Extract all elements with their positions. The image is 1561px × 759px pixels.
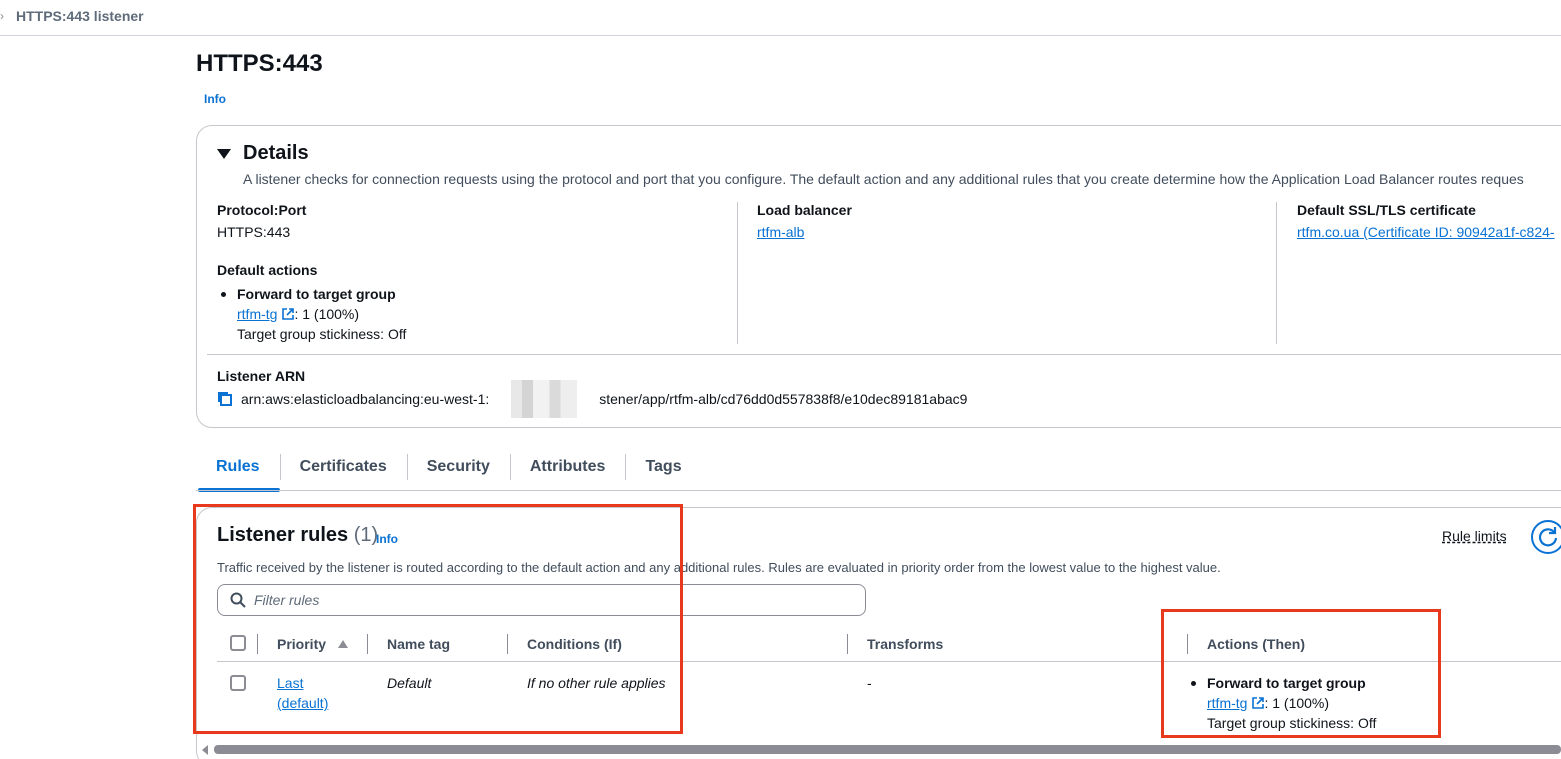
column-separator	[847, 634, 848, 654]
load-balancer-label: Load balancer	[757, 202, 852, 218]
rules-info-link[interactable]: Info	[376, 532, 398, 546]
scroll-left-arrow-icon[interactable]	[202, 745, 208, 755]
tab-bar	[196, 450, 702, 490]
tab-certificates[interactable]: Certificates	[280, 450, 407, 490]
chevron-right-icon: ›	[0, 9, 4, 23]
sort-ascending-icon	[338, 640, 348, 648]
redacted-account-id	[489, 380, 599, 418]
search-icon	[230, 592, 246, 608]
protocol-port-label: Protocol:Port	[217, 202, 307, 218]
priority-default-link[interactable]: (default)	[277, 695, 329, 711]
details-panel	[196, 125, 1561, 428]
default-action-type: Forward to target group	[237, 286, 396, 302]
table-row-conditions: If no other rule applies	[527, 675, 666, 691]
tab-attributes[interactable]: Attributes	[510, 450, 626, 490]
protocol-port-value: HTTPS:443	[217, 224, 291, 240]
refresh-button[interactable]	[1531, 520, 1561, 554]
rules-count: (1)	[353, 524, 379, 546]
column-separator	[257, 634, 258, 654]
column-divider	[737, 202, 738, 344]
listener-arn-suffix: stener/app/rtfm-alb/cd76dd0d557838f8/e10dec89181abac9	[599, 391, 968, 407]
stickiness-text: Target group stickiness: Off	[237, 326, 407, 342]
column-header-transforms: Transforms	[867, 636, 944, 652]
certificate-column	[1297, 202, 1561, 240]
rule-stickiness-text: Target group stickiness: Off	[1207, 715, 1377, 731]
external-link-icon	[1252, 697, 1264, 709]
load-balancer-column	[757, 202, 1277, 240]
rule-target-weight: : 1 (100%)	[1264, 695, 1330, 711]
protocol-port-column	[217, 202, 737, 344]
details-description: A listener checks for connection requests using the protocol and port that you configure. The default action and any additional rules that you create determine how the Application Load Balancer routes reques	[243, 171, 1524, 187]
table-row-transforms: -	[867, 675, 872, 691]
column-header-actions: Actions (Then)	[1207, 636, 1305, 652]
certificate-link[interactable]: rtfm.co.ua (Certificate ID: 90942a1f-c824-	[1297, 224, 1555, 240]
scrollbar-thumb[interactable]	[214, 745, 1561, 754]
rule-action-type: Forward to target group	[1207, 675, 1366, 691]
filter-rules-field[interactable]	[217, 584, 866, 616]
filter-rules-input[interactable]	[254, 592, 814, 608]
external-link-icon	[282, 308, 294, 320]
listener-arn	[217, 368, 967, 408]
target-group-weight: : 1 (100%)	[294, 306, 360, 322]
listener-rules-title	[217, 524, 378, 547]
divider	[207, 354, 1561, 355]
select-all-checkbox[interactable]	[230, 635, 246, 651]
rule-target-group-link[interactable]: rtfm-tg	[1207, 695, 1248, 711]
details-toggle[interactable]	[217, 142, 309, 165]
row-checkbox[interactable]	[230, 675, 246, 691]
certificate-label: Default SSL/TLS certificate	[1297, 202, 1476, 218]
default-action-item	[217, 284, 737, 344]
tab-security[interactable]: Security	[407, 450, 510, 490]
priority-header-label: Priority	[277, 636, 327, 652]
column-header-conditions: Conditions (If)	[527, 636, 622, 652]
column-header-priority[interactable]	[277, 636, 348, 652]
table-row-priority	[277, 673, 328, 713]
page-info-link[interactable]: Info	[204, 92, 226, 106]
table-row-actions	[1187, 673, 1376, 733]
copy-icon[interactable]	[217, 391, 233, 407]
priority-link[interactable]: Last	[277, 675, 304, 691]
tabs-divider	[196, 490, 1561, 491]
breadcrumb-current: HTTPS:443 listener	[16, 8, 144, 24]
target-group-link[interactable]: rtfm-tg	[237, 306, 278, 322]
load-balancer-link[interactable]: rtfm-alb	[757, 224, 805, 240]
listener-arn-label: Listener ARN	[217, 368, 306, 384]
listener-arn-prefix: arn:aws:elasticloadbalancing:eu-west-1:	[241, 391, 490, 407]
table-row-name-tag: Default	[387, 675, 432, 691]
page-title: HTTPS:443	[196, 50, 323, 77]
horizontal-scrollbar[interactable]	[200, 743, 1561, 757]
column-separator	[367, 634, 368, 654]
rule-limits-link[interactable]: Rule limits	[1442, 528, 1507, 544]
details-title: Details	[243, 142, 309, 164]
breadcrumb	[0, 0, 1561, 36]
default-actions-label: Default actions	[217, 262, 318, 278]
listener-rules-panel	[196, 507, 1561, 759]
column-header-name-tag: Name tag	[387, 636, 451, 652]
rules-description: Traffic received by the listener is routed according to the default action and any additional rules. Rules are evaluated in priority order from the lowest value to the highest value.	[217, 560, 1221, 575]
column-divider	[1276, 202, 1277, 344]
table-header-divider	[217, 661, 1561, 662]
refresh-icon	[1533, 522, 1561, 552]
listener-rules-heading: Listener rules	[217, 524, 349, 546]
tab-rules[interactable]: Rules	[196, 450, 280, 490]
tab-tags[interactable]: Tags	[625, 450, 701, 490]
caret-down-icon	[217, 149, 231, 159]
column-separator	[1187, 634, 1188, 654]
rule-action-item	[1187, 673, 1376, 733]
column-separator	[507, 634, 508, 654]
